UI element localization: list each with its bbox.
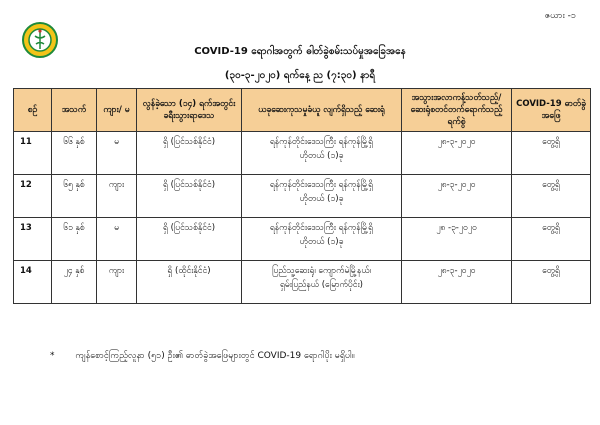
cell-date: ၂၈-၃-၂၀၂၀ bbox=[402, 261, 512, 304]
footnote-text: ကျန်စောင့်ကြည့်လူနာ (၅၁) ဦး၏ ဓာတ်ခွဲအဖြေများတွင် COVID-19 ရောဂါပိုး မရှိပါ။ bbox=[75, 351, 355, 361]
table-row bbox=[14, 261, 591, 304]
cell-age: ၆၅ နှစ် bbox=[52, 175, 97, 218]
hospital-line-1: ရန်ကုန်တိုင်းဒေသကြီး ရန်ကုန်မြို့ရှိ bbox=[269, 223, 374, 233]
footnote bbox=[50, 350, 354, 363]
hospital-line-1: ရန်ကုန်တိုင်းဒေသကြီး ရန်ကုန်မြို့ရှိ bbox=[269, 180, 374, 190]
cell-sex: မ bbox=[97, 218, 137, 261]
cell-date: ၂၈-၃-၂၀၂၀ bbox=[402, 132, 512, 175]
cell-result: တွေ့ရှိ bbox=[512, 132, 591, 175]
hospital-line-2: ရှမ်းပြည်နယ် (မြောက်ပိုင်း) bbox=[280, 280, 363, 290]
cell-hospital bbox=[242, 218, 402, 261]
cell-travel: ရှိ (ပြင်သစ်နိုင်ငံ) bbox=[137, 218, 242, 261]
cell-age: ၂၄ နှစ် bbox=[52, 261, 97, 304]
cell-sex: မ bbox=[97, 132, 137, 175]
table-header-row bbox=[14, 89, 591, 132]
table-row bbox=[14, 218, 591, 261]
hospital-line-2: ဟိုတယ် (၁)ခု bbox=[299, 151, 344, 161]
hospital-line-2: ဟိုတယ် (၁)ခု bbox=[299, 237, 344, 247]
cell-result: တွေ့ရှိ bbox=[512, 261, 591, 304]
cell-travel: ရှိ (ထိုင်းနိုင်ငံ) bbox=[137, 261, 242, 304]
col-header-age: အသက် bbox=[52, 89, 97, 132]
hospital-line-1: ပြည်သူ့ဆေးရုံ၊ ကျောက်မဲမြို့နယ်၊ bbox=[272, 266, 371, 276]
footnote-bullet: * bbox=[50, 351, 55, 361]
cell-date: ၂၈-၃-၂၀၂၀ bbox=[402, 175, 512, 218]
report-datetime: (၃၀-၃-၂၀၂၀) ရက်နေ့ ည (၇:၃၀) နာရီ bbox=[224, 70, 376, 81]
hospital-line-1: ရန်ကုန်တိုင်းဒေသကြီး ရန်ကုန်မြို့ရှိ bbox=[269, 137, 374, 147]
cell-sex: ကျား bbox=[97, 175, 137, 218]
cell-no: 13 bbox=[14, 218, 52, 261]
col-header-result: COVID-19 ဓာတ်ခွဲ အဖြေ bbox=[512, 89, 591, 132]
cell-age: ၆၆ နှစ် bbox=[52, 132, 97, 175]
table-row bbox=[14, 175, 591, 218]
page-title: COVID-19 ရောဂါအတွက် ဓါတ်ခွဲစမ်းသပ်မှုအခြေအနေ bbox=[194, 46, 406, 57]
cell-hospital bbox=[242, 132, 402, 175]
col-header-no: စဉ် bbox=[14, 89, 52, 132]
col-header-date: အသွားအလာကန့်သတ်သည့်/ ဆေးရုံစတင်တက်ရောက်သည့် ရက်စွဲ bbox=[402, 89, 512, 132]
col-header-travel: လွန်ခဲ့သော (၁၄) ရက်အတွင်း ခရီးသွားရာဒေသ bbox=[137, 89, 242, 132]
cell-date: ၂၈ -၃-၂၀၂၀ bbox=[402, 218, 512, 261]
cell-hospital bbox=[242, 175, 402, 218]
table-row bbox=[14, 132, 591, 175]
covid-cases-table bbox=[13, 88, 591, 304]
cell-result: တွေ့ရှိ bbox=[512, 218, 591, 261]
cell-travel: ရှိ (ပြင်သစ်နိုင်ငံ) bbox=[137, 175, 242, 218]
cell-age: ၆၁ နှစ် bbox=[52, 218, 97, 261]
page-label: ဇယား -၁ bbox=[544, 11, 576, 21]
col-header-hospital: ယခုဆေးကုသမှုခံယူ လျက်ရှိသည့် ဆေးရုံ bbox=[242, 89, 402, 132]
cell-no: 11 bbox=[14, 132, 52, 175]
cell-travel: ရှိ (ပြင်သစ်နိုင်ငံ) bbox=[137, 132, 242, 175]
cell-no: 12 bbox=[14, 175, 52, 218]
cell-no: 14 bbox=[14, 261, 52, 304]
col-header-sex: ကျား/ မ bbox=[97, 89, 137, 132]
hospital-line-2: ဟိုတယ် (၁)ခု bbox=[299, 194, 344, 204]
cell-result: တွေ့ရှိ bbox=[512, 175, 591, 218]
cell-sex: ကျား bbox=[97, 261, 137, 304]
cell-hospital bbox=[242, 261, 402, 304]
